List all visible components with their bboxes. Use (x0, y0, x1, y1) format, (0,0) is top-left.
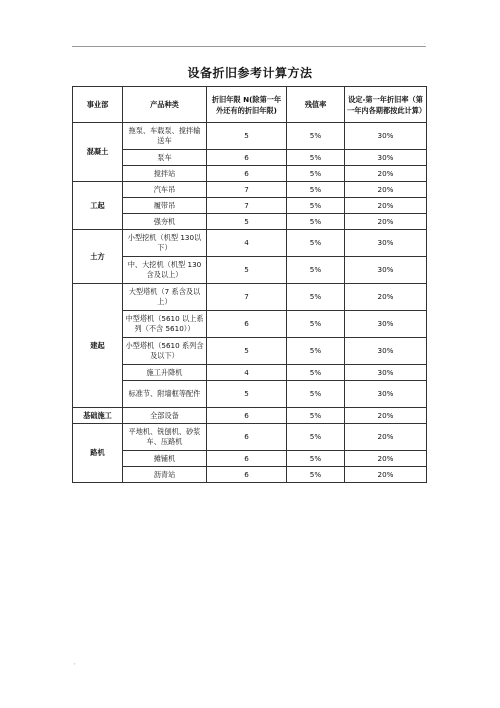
years-cell: 6 (207, 451, 287, 467)
residual-rate-cell: 5% (287, 230, 345, 257)
table-row (73, 311, 427, 338)
product-cell: 拖泵、车载泵、搅拌输送车 (123, 123, 207, 150)
table-row (73, 408, 427, 424)
header-cell: 折旧年限 N(除第一年外还有的折旧年限) (207, 87, 287, 123)
header-rule (72, 46, 426, 47)
product-cell: 大型塔机（7 系含及以上） (123, 284, 207, 311)
product-cell: 汽车吊 (123, 182, 207, 198)
residual-rate-cell: 5% (287, 198, 345, 214)
first-year-rate-cell: 30% (345, 230, 427, 257)
product-cell: 中型塔机（5610 以上系列（不含 5610）） (123, 311, 207, 338)
years-cell: 7 (207, 182, 287, 198)
table-row (73, 467, 427, 483)
years-cell: 7 (207, 284, 287, 311)
residual-rate-cell: 5% (287, 166, 345, 182)
product-cell: 泵车 (123, 150, 207, 166)
table-row (73, 284, 427, 311)
residual-rate-cell: 5% (287, 182, 345, 198)
residual-rate-cell: 5% (287, 123, 345, 150)
first-year-rate-cell: 30% (345, 365, 427, 381)
table-row (73, 198, 427, 214)
department-cell: 混凝土 (73, 123, 123, 182)
years-cell: 6 (207, 424, 287, 451)
product-cell: 全部设备 (123, 408, 207, 424)
table-row (73, 182, 427, 198)
depreciation-table (72, 86, 427, 483)
residual-rate-cell: 5% (287, 408, 345, 424)
table-row (73, 123, 427, 150)
table-row (73, 424, 427, 451)
table-row (73, 338, 427, 365)
first-year-rate-cell: 30% (345, 338, 427, 365)
product-cell: 搅拌站 (123, 166, 207, 182)
department-cell: 工起 (73, 182, 123, 230)
residual-rate-cell: 5% (287, 284, 345, 311)
first-year-rate-cell: 20% (345, 408, 427, 424)
first-year-rate-cell: 30% (345, 150, 427, 166)
product-cell: 沥青站 (123, 467, 207, 483)
product-cell: 履带吊 (123, 198, 207, 214)
residual-rate-cell: 5% (287, 424, 345, 451)
years-cell: 5 (207, 214, 287, 230)
residual-rate-cell: 5% (287, 467, 345, 483)
table-row (73, 381, 427, 408)
product-cell: 小型塔机（5610 系列含及以下） (123, 338, 207, 365)
years-cell: 5 (207, 338, 287, 365)
table-row (73, 230, 427, 257)
first-year-rate-cell: 20% (345, 166, 427, 182)
header-cell: 事业部 (73, 87, 123, 123)
table-row (73, 214, 427, 230)
table-header-row (73, 87, 427, 123)
residual-rate-cell: 5% (287, 451, 345, 467)
first-year-rate-cell: 20% (345, 467, 427, 483)
header-cell: 设定-第一年折旧率（第一年内各期都按此计算） (345, 87, 427, 123)
residual-rate-cell: 5% (287, 311, 345, 338)
years-cell: 6 (207, 166, 287, 182)
product-cell: 中、大挖机（机型 130 含及以上） (123, 257, 207, 284)
years-cell: 4 (207, 230, 287, 257)
table-row (73, 257, 427, 284)
department-cell: 路机 (73, 424, 123, 483)
years-cell: 6 (207, 467, 287, 483)
product-cell: 施工升降机 (123, 365, 207, 381)
table-body (73, 123, 427, 483)
product-cell: 标准节、附墙框等配件 (123, 381, 207, 408)
first-year-rate-cell: 20% (345, 182, 427, 198)
years-cell: 5 (207, 381, 287, 408)
department-cell: 土方 (73, 230, 123, 284)
first-year-rate-cell: 30% (345, 123, 427, 150)
product-cell: 强夯机 (123, 214, 207, 230)
table-row (73, 365, 427, 381)
years-cell: 7 (207, 198, 287, 214)
first-year-rate-cell: 20% (345, 424, 427, 451)
residual-rate-cell: 5% (287, 365, 345, 381)
years-cell: 6 (207, 150, 287, 166)
first-year-rate-cell: 20% (345, 284, 427, 311)
table-row (73, 166, 427, 182)
residual-rate-cell: 5% (287, 214, 345, 230)
first-year-rate-cell: 20% (345, 451, 427, 467)
first-year-rate-cell: 30% (345, 311, 427, 338)
product-cell: 平地机、铣刨机、砂浆车、压路机 (123, 424, 207, 451)
residual-rate-cell: 5% (287, 338, 345, 365)
first-year-rate-cell: 20% (345, 198, 427, 214)
years-cell: 6 (207, 311, 287, 338)
page-corner-mark-top: . (424, 40, 426, 46)
residual-rate-cell: 5% (287, 257, 345, 284)
table-row (73, 150, 427, 166)
header-cell: 产品种类 (123, 87, 207, 123)
department-cell: 建起 (73, 284, 123, 408)
residual-rate-cell: 5% (287, 381, 345, 408)
years-cell: 6 (207, 408, 287, 424)
document-title: 设备折旧参考计算方法 (187, 66, 313, 80)
product-cell: 摊铺机 (123, 451, 207, 467)
header-cell: 残值率 (287, 87, 345, 123)
years-cell: 4 (207, 365, 287, 381)
department-cell: 基础施工 (73, 408, 123, 424)
table-row (73, 451, 427, 467)
years-cell: 5 (207, 123, 287, 150)
first-year-rate-cell: 30% (345, 257, 427, 284)
first-year-rate-cell: 30% (345, 381, 427, 408)
product-cell: 小型挖机（机型 130以下） (123, 230, 207, 257)
residual-rate-cell: 5% (287, 150, 345, 166)
page-corner-mark-bottom: , (74, 660, 76, 666)
first-year-rate-cell: 20% (345, 214, 427, 230)
years-cell: 5 (207, 257, 287, 284)
